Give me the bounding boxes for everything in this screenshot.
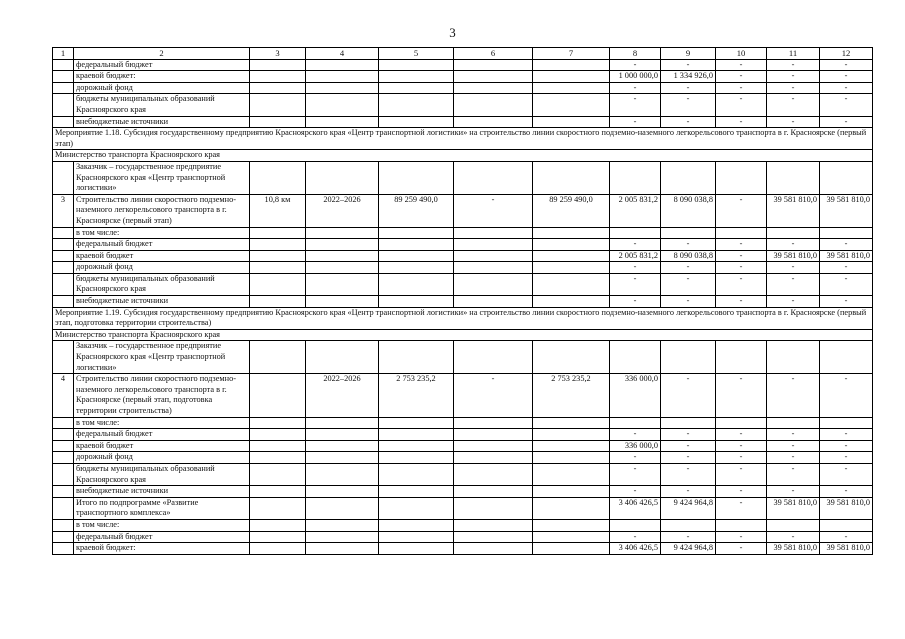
remaining-cell: 2 753 235,2 [533,374,610,417]
value-cell: 336 000,0 [610,440,661,452]
value-cell: 9 424 964,8 [661,497,716,519]
col-header: 10 [716,48,767,60]
table-row [53,519,873,531]
row-label: дорожный фонд [74,452,250,464]
table-row: федеральный бюджет - - - - - [53,531,873,543]
ministry-label: Министерство транспорта Красноярского края [53,329,873,341]
value-cell: 39 581 810,0 [820,250,873,262]
value-cell: 39 581 810,0 [820,543,873,555]
table-row: федеральный бюджет - - - - - [53,239,873,251]
table-row: дорожный фонд - - - - - [53,452,873,464]
col-header: 4 [306,48,379,60]
measure-title: Мероприятие 1.19. Субсидия государственному предприятию Красноярского края «Центр транспортной логистики» на строительство линии скоростного подземно-наземного легкорельсового транспорта в г. Красноярске (первый этап, подготовка территории строительства) [53,307,873,329]
col-header: 7 [533,48,610,60]
section-row [53,307,873,329]
table-row: бюджеты муниципальных образований Красноярского края - - - - - [53,273,873,295]
row-label: внебюджетные источники [74,116,250,128]
table-row: внебюджетные источники - - - - - [53,116,873,128]
value-cell: 336 000,0 [610,374,661,417]
col-header: 11 [767,48,820,60]
section-row [53,329,873,341]
value-cell: 1 000 000,0 [610,71,661,83]
table-row: краевой бюджет: 1 000 000,0 1 334 926,0 - - - [53,71,873,83]
table-row: внебюджетные источники - - - - - [53,296,873,308]
header-row [53,48,873,60]
row-label: бюджеты муниципальных образований Красноярского края [74,463,250,485]
row-label: в том числе: [74,227,250,239]
table-row: федеральный бюджет - - - - - [53,429,873,441]
row-number: 4 [53,374,74,417]
row-label: федеральный бюджет [74,531,250,543]
row-number: 3 [53,194,74,227]
table-row [53,161,873,194]
period-cell: 2022–2026 [306,374,379,417]
table-row: 4 Строительство линии скоростного подземно-наземного легкорельсового транспорта в г. Красноярске (первый этап, подготовка территории строительства) 2022–2026 2 753 235,2 - 2 753 235,2 336 000,0 - - - - [53,374,873,417]
investment-table [52,47,873,555]
row-label: федеральный бюджет [74,239,250,251]
value-cell: 8 090 038,8 [661,250,716,262]
value-cell: 3 406 426,5 [610,543,661,555]
table-row [53,227,873,239]
row-label: федеральный бюджет [74,429,250,441]
section-row [53,150,873,162]
value-cell: 2 005 831,2 [610,194,661,227]
row-label: в том числе: [74,417,250,429]
value-cell: 2 005 831,2 [610,250,661,262]
table-row: дорожный фонд - - - - - [53,262,873,274]
remaining-cell: 89 259 490,0 [533,194,610,227]
value-cell: 8 090 038,8 [661,194,716,227]
section-row [53,128,873,150]
table-row: 3 Строительство линии скоростного подземно-наземного легкорельсового транспорта в г. Красноярске (первый этап) 10,8 км 2022–2026 89 259 490,0 - 89 259 490,0 2 005 831,2 8 090 038,8 - 39 581 810,0 39 581 810,0 [53,194,873,227]
value-cell: 39 581 810,0 [820,497,873,519]
row-label: бюджеты муниципальных образований Красноярского края [74,94,250,116]
object-name: Строительство линии скоростного подземно-наземного легкорельсового транспорта в г. Красноярске (первый этап) [74,194,250,227]
row-label: бюджеты муниципальных образований Красноярского края [74,273,250,295]
estimate-cell: 2 753 235,2 [379,374,454,417]
table-row: федеральный бюджет - - - - - [53,59,873,71]
table-row: внебюджетные источники - - - - - [53,486,873,498]
table-row [53,417,873,429]
table-row: бюджеты муниципальных образований Красноярского края - - - - - [53,463,873,485]
value-cell: 39 581 810,0 [767,194,820,227]
table-row: дорожный фонд - - - - - [53,82,873,94]
row-label: дорожный фонд [74,262,250,274]
table-row: краевой бюджет 336 000,0 - - - - [53,440,873,452]
col-header: 2 [74,48,250,60]
value-cell: 39 581 810,0 [767,543,820,555]
col-header: 3 [250,48,306,60]
object-name: Строительство линии скоростного подземно-наземного легкорельсового транспорта в г. Красноярске (первый этап, подготовка территории строительства) [74,374,250,417]
value-cell: 3 406 426,5 [610,497,661,519]
table-row: краевой бюджет: 3 406 426,5 9 424 964,8 - 39 581 810,0 39 581 810,0 [53,543,873,555]
customer-label: Заказчик – государственное предприятие Красноярского края «Центр транспортной логистики» [74,161,250,194]
value-cell: 39 581 810,0 [767,250,820,262]
estimate-cell: 89 259 490,0 [379,194,454,227]
total-row: Итого по подпрограмме «Развитие транспортного комплекса» 3 406 426,5 9 424 964,8 - 39 581 810,0 39 581 810,0 [53,497,873,519]
col-header: 9 [661,48,716,60]
customer-label: Заказчик – государственное предприятие Красноярского края «Центр транспортной логистики» [74,341,250,374]
row-label: внебюджетные источники [74,486,250,498]
total-label: Итого по подпрограмме «Развитие транспортного комплекса» [74,497,250,519]
value-cell: 39 581 810,0 [820,194,873,227]
col-header: 12 [820,48,873,60]
value-cell: 9 424 964,8 [661,543,716,555]
capacity-cell: 10,8 км [250,194,306,227]
col-header: 1 [53,48,74,60]
row-label: внебюджетные источники [74,296,250,308]
table-row: бюджеты муниципальных образований Красноярского края - - - - - [53,94,873,116]
value-cell: 39 581 810,0 [767,497,820,519]
table-row: краевой бюджет 2 005 831,2 8 090 038,8 - 39 581 810,0 39 581 810,0 [53,250,873,262]
col-header: 6 [454,48,533,60]
row-label: дорожный фонд [74,82,250,94]
col-header: 5 [379,48,454,60]
table-row [53,341,873,374]
col-header: 8 [610,48,661,60]
period-cell: 2022–2026 [306,194,379,227]
row-label: федеральный бюджет [74,59,250,71]
value-cell: 1 334 926,0 [661,71,716,83]
row-label: краевой бюджет [74,440,250,452]
page-number: 3 [449,25,456,40]
row-label: краевой бюджет [74,250,250,262]
ministry-label: Министерство транспорта Красноярского края [53,150,873,162]
measure-title: Мероприятие 1.18. Субсидия государственному предприятию Красноярского края «Центр транспортной логистики» на строительство линии скоростного подземно-наземного легкорельсового транспорта в г. Красноярске (первый этап) [53,128,873,150]
row-label: в том числе: [74,519,250,531]
row-label: краевой бюджет: [74,71,250,83]
row-label: краевой бюджет: [74,543,250,555]
